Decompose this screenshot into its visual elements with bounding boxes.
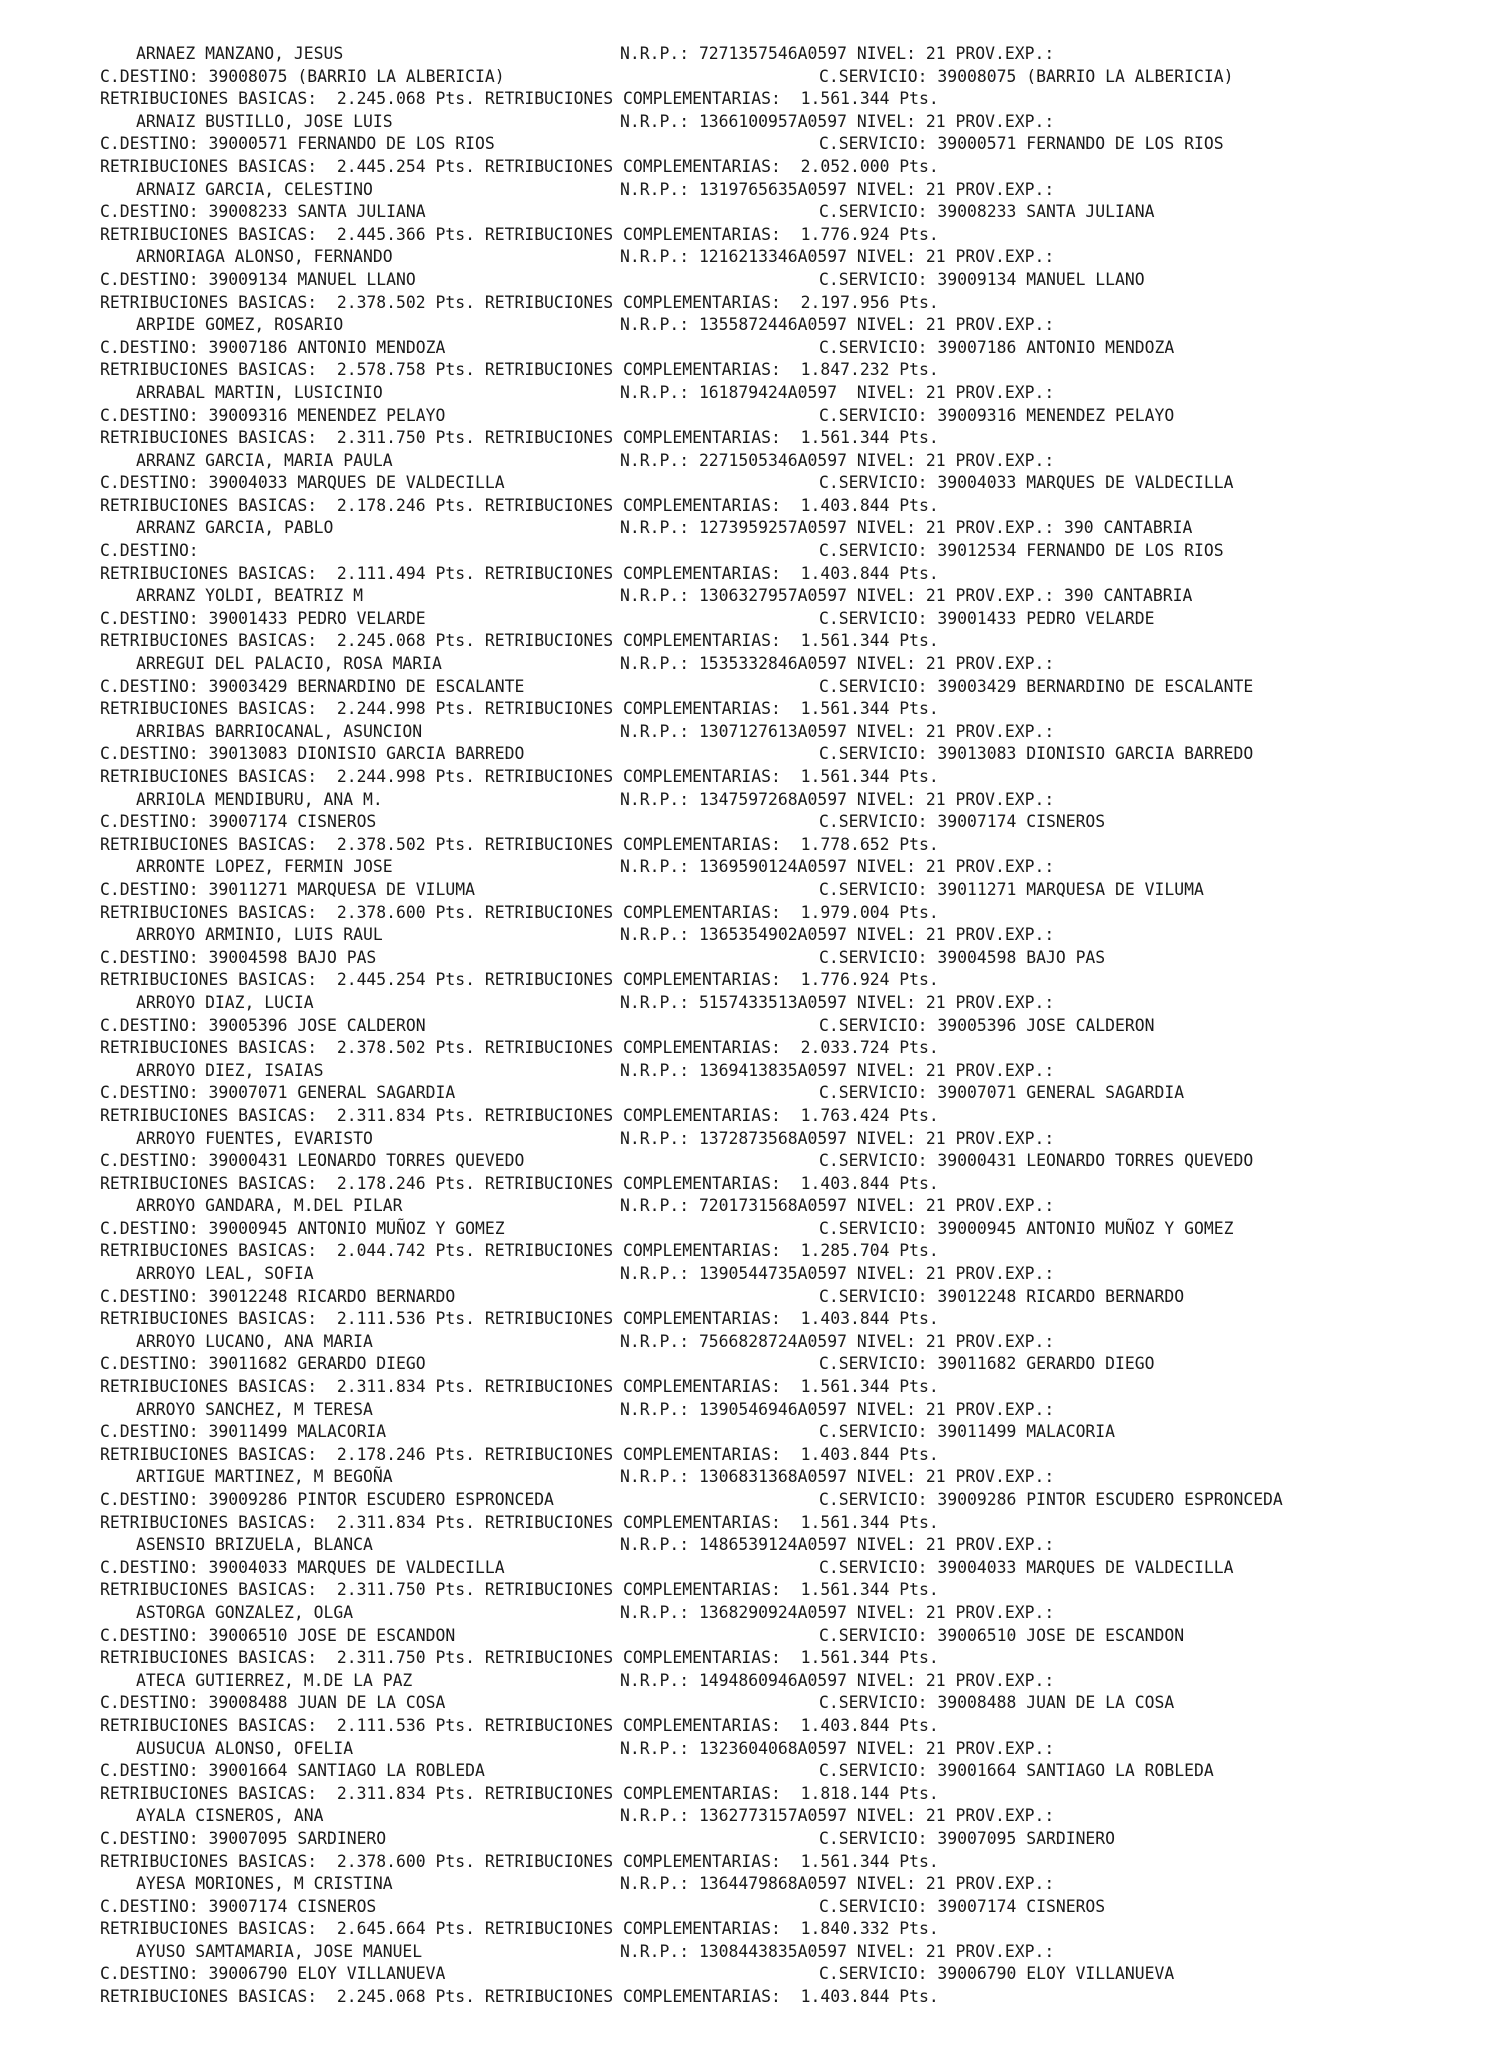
servicio-center: C.SERVICIO: 39001664 SANTIAGO LA ROBLEDA: [819, 1761, 1214, 1781]
employee-name: ARNAIZ GARCIA, CELESTINO: [136, 179, 373, 199]
record-center-line: [100, 1896, 1490, 1919]
record-header-line: [100, 314, 1490, 337]
record-header-line: [100, 1534, 1490, 1557]
record-center-line: [100, 540, 1490, 563]
employee-name: ARROYO DIAZ, LUCIA: [136, 992, 314, 1012]
servicio-center: C.SERVICIO: 39007174 CISNEROS: [819, 1896, 1106, 1916]
retribuciones-text: RETRIBUCIONES BASICAS: 2.178.246 Pts. RETRIBUCIONES COMPLEMENTARIAS: 1.403.844 Pts.: [100, 1444, 939, 1464]
destino-center: C.DESTINO: 39004598 BAJO PAS: [100, 947, 377, 967]
employee-name: AYALA CISNEROS, ANA: [136, 1806, 324, 1826]
employee-name: ARRONTE LOPEZ, FERMIN JOSE: [136, 857, 393, 877]
employee-name: ARRANZ GARCIA, MARIA PAULA: [136, 450, 393, 470]
nrp-info: N.R.P.: 2271505346A0597 NIVEL: 21 PROV.EXP.:: [620, 450, 1055, 470]
record-header-line: [100, 924, 1490, 947]
nrp-info: N.R.P.: 1365354902A0597 NIVEL: 21 PROV.EXP.:: [620, 925, 1055, 945]
list-item: [100, 314, 1490, 382]
retribuciones-text: RETRIBUCIONES BASICAS: 2.645.664 Pts. RETRIBUCIONES COMPLEMENTARIAS: 1.840.332 Pts.: [100, 1919, 939, 1939]
list-item: [100, 1738, 1490, 1806]
record-center-line: [100, 337, 1490, 360]
list-item: [100, 1941, 1490, 2009]
record-header-line: [100, 1738, 1490, 1761]
record-salary-line: [100, 698, 1490, 721]
nrp-info: N.R.P.: 1319765635A0597 NIVEL: 21 PROV.EXP.:: [620, 179, 1055, 199]
destino-center: C.DESTINO: 39003429 BERNARDINO DE ESCALANTE: [100, 676, 525, 696]
retribuciones-text: RETRIBUCIONES BASICAS: 2.245.068 Pts. RETRIBUCIONES COMPLEMENTARIAS: 1.561.344 Pts.: [100, 631, 939, 651]
employee-name: ARROYO LUCANO, ANA MARIA: [136, 1331, 373, 1351]
servicio-center: C.SERVICIO: 39007186 ANTONIO MENDOZA: [819, 337, 1175, 357]
record-center-line: [100, 1286, 1490, 1309]
list-item: [100, 856, 1490, 924]
nrp-info: N.R.P.: 1306831368A0597 NIVEL: 21 PROV.EXP.:: [620, 1467, 1055, 1487]
record-salary-line: [100, 495, 1490, 518]
record-salary-line: [100, 766, 1490, 789]
list-item: [100, 179, 1490, 247]
servicio-center: C.SERVICIO: 39004033 MARQUES DE VALDECILLA: [819, 473, 1234, 493]
retribuciones-text: RETRIBUCIONES BASICAS: 2.311.834 Pts. RETRIBUCIONES COMPLEMENTARIAS: 1.561.344 Pts.: [100, 1377, 939, 1397]
list-item: [100, 1399, 1490, 1467]
destino-center: C.DESTINO: 39000945 ANTONIO MUÑOZ Y GOMEZ: [100, 1218, 505, 1238]
employee-name: ARNORIAGA ALONSO, FERNANDO: [136, 247, 393, 267]
nrp-info: N.R.P.: 1368290924A0597 NIVEL: 21 PROV.EXP.:: [620, 1602, 1055, 1622]
destino-center: C.DESTINO: 39006790 ELOY VILLANUEVA: [100, 1964, 446, 1984]
employee-name: ARROYO ARMINIO, LUIS RAUL: [136, 925, 383, 945]
record-salary-line: [100, 630, 1490, 653]
list-item: [100, 1466, 1490, 1534]
employee-name: ARRIBAS BARRIOCANAL, ASUNCION: [136, 721, 423, 741]
record-header-line: [100, 1941, 1490, 1964]
retribuciones-text: RETRIBUCIONES BASICAS: 2.578.758 Pts. RETRIBUCIONES COMPLEMENTARIAS: 1.847.232 Pts.: [100, 360, 939, 380]
list-item: [100, 653, 1490, 721]
list-item: [100, 789, 1490, 857]
record-salary-line: [100, 1918, 1490, 1941]
nrp-info: N.R.P.: 1273959257A0597 NIVEL: 21 PROV.EXP.: 390 CANTABRIA: [620, 518, 1193, 538]
record-salary-line: [100, 1579, 1490, 1602]
record-salary-line: [100, 224, 1490, 247]
record-center-line: [100, 1489, 1490, 1512]
employee-name: ARNAEZ MANZANO, JESUS: [136, 44, 344, 63]
retribuciones-text: RETRIBUCIONES BASICAS: 2.311.750 Pts. RETRIBUCIONES COMPLEMENTARIAS: 1.561.344 Pts.: [100, 1580, 939, 1600]
record-center-line: [100, 608, 1490, 631]
employee-name: ARTIGUE MARTINEZ, M BEGOÑA: [136, 1467, 393, 1487]
nrp-info: N.R.P.: 5157433513A0597 NIVEL: 21 PROV.EXP.:: [620, 992, 1055, 1012]
record-header-line: [100, 585, 1490, 608]
record-salary-line: [100, 969, 1490, 992]
destino-center: C.DESTINO: 39000431 LEONARDO TORRES QUEVEDO: [100, 1151, 525, 1171]
employee-name: ASTORGA GONZALEZ, OLGA: [136, 1602, 354, 1622]
servicio-center: C.SERVICIO: 39003429 BERNARDINO DE ESCALANTE: [819, 676, 1254, 696]
retribuciones-text: RETRIBUCIONES BASICAS: 2.378.600 Pts. RETRIBUCIONES COMPLEMENTARIAS: 1.979.004 Pts.: [100, 902, 939, 922]
retribuciones-text: RETRIBUCIONES BASICAS: 2.311.750 Pts. RETRIBUCIONES COMPLEMENTARIAS: 1.561.344 Pts.: [100, 428, 939, 448]
servicio-center: C.SERVICIO: 39009316 MENENDEZ PELAYO: [819, 405, 1175, 425]
nrp-info: N.R.P.: 1390546946A0597 NIVEL: 21 PROV.EXP.:: [620, 1399, 1055, 1419]
employee-name: AYUSO SAMTAMARIA, JOSE MANUEL: [136, 1941, 423, 1961]
record-center-line: [100, 1353, 1490, 1376]
record-center-line: [100, 879, 1490, 902]
employee-name: ARRANZ YOLDI, BEATRIZ M: [136, 586, 363, 606]
list-item: [100, 1534, 1490, 1602]
retribuciones-text: RETRIBUCIONES BASICAS: 2.445.254 Pts. RETRIBUCIONES COMPLEMENTARIAS: 1.776.924 Pts.: [100, 970, 939, 990]
destino-center: C.DESTINO: 39013083 DIONISIO GARCIA BARREDO: [100, 744, 525, 764]
record-header-line: [100, 1263, 1490, 1286]
record-salary-line: [100, 1037, 1490, 1060]
record-header-line: [100, 382, 1490, 405]
retribuciones-text: RETRIBUCIONES BASICAS: 2.311.834 Pts. RETRIBUCIONES COMPLEMENTARIAS: 1.818.144 Pts.: [100, 1783, 939, 1803]
destino-center: C.DESTINO: 39008233 SANTA JULIANA: [100, 202, 426, 222]
servicio-center: C.SERVICIO: 39008233 SANTA JULIANA: [819, 202, 1155, 222]
record-salary-line: [100, 563, 1490, 586]
record-header-line: [100, 1805, 1490, 1828]
servicio-center: C.SERVICIO: 39005396 JOSE CALDERON: [819, 1015, 1155, 1035]
list-item: [100, 246, 1490, 314]
list-item: [100, 1195, 1490, 1263]
servicio-center: C.SERVICIO: 39006790 ELOY VILLANUEVA: [819, 1964, 1175, 1984]
servicio-center: C.SERVICIO: 39011682 GERARDO DIEGO: [819, 1354, 1155, 1374]
record-center-line: [100, 1760, 1490, 1783]
retribuciones-text: RETRIBUCIONES BASICAS: 2.111.536 Pts. RETRIBUCIONES COMPLEMENTARIAS: 1.403.844 Pts.: [100, 1309, 939, 1329]
record-header-line: [100, 856, 1490, 879]
record-center-line: [100, 405, 1490, 428]
retribuciones-text: RETRIBUCIONES BASICAS: 2.378.502 Pts. RETRIBUCIONES COMPLEMENTARIAS: 2.033.724 Pts.: [100, 1038, 939, 1058]
servicio-center: C.SERVICIO: 39000945 ANTONIO MUÑOZ Y GOMEZ: [819, 1218, 1234, 1238]
record-center-line: [100, 472, 1490, 495]
record-center-line: [100, 1150, 1490, 1173]
nrp-info: N.R.P.: 1369413835A0597 NIVEL: 21 PROV.EXP.:: [620, 1060, 1055, 1080]
servicio-center: C.SERVICIO: 39008075 (BARRIO LA ALBERICIA): [819, 66, 1234, 86]
record-header-line: [100, 1060, 1490, 1083]
record-header-line: [100, 992, 1490, 1015]
record-center-line: [100, 66, 1490, 89]
employee-name: AUSUCUA ALONSO, OFELIA: [136, 1738, 354, 1758]
servicio-center: C.SERVICIO: 39012248 RICARDO BERNARDO: [819, 1286, 1185, 1306]
destino-center: C.DESTINO: 39012248 RICARDO BERNARDO: [100, 1286, 456, 1306]
employee-name: ARROYO SANCHEZ, M TERESA: [136, 1399, 373, 1419]
nrp-info: N.R.P.: 1494860946A0597 NIVEL: 21 PROV.EXP.:: [620, 1670, 1055, 1690]
record-center-line: [100, 1082, 1490, 1105]
destino-center: C.DESTINO: 39000571 FERNANDO DE LOS RIOS: [100, 134, 495, 154]
record-header-line: [100, 1195, 1490, 1218]
destino-center: C.DESTINO: 39004033 MARQUES DE VALDECILLA: [100, 1557, 505, 1577]
list-item: [100, 43, 1490, 111]
nrp-info: N.R.P.: 1216213346A0597 NIVEL: 21 PROV.EXP.:: [620, 247, 1055, 267]
record-header-line: [100, 1466, 1490, 1489]
employee-name: ARROYO LEAL, SOFIA: [136, 1264, 314, 1284]
nrp-info: N.R.P.: 1362773157A0597 NIVEL: 21 PROV.EXP.:: [620, 1806, 1055, 1826]
nrp-info: N.R.P.: 1366100957A0597 NIVEL: 21 PROV.EXP.:: [620, 111, 1055, 131]
record-header-line: [100, 1331, 1490, 1354]
record-header-line: [100, 450, 1490, 473]
record-header-line: [100, 111, 1490, 134]
list-item: [100, 1128, 1490, 1196]
destino-center: C.DESTINO: 39009286 PINTOR ESCUDERO ESPRONCEDA: [100, 1490, 554, 1509]
destino-center: C.DESTINO: 39004033 MARQUES DE VALDECILLA: [100, 473, 505, 493]
record-salary-line: [100, 1105, 1490, 1128]
record-header-line: [100, 43, 1490, 66]
employee-name: ARROYO FUENTES, EVARISTO: [136, 1128, 373, 1148]
list-item: [100, 992, 1490, 1060]
record-salary-line: [100, 1783, 1490, 1806]
employee-name: ARROYO DIEZ, ISAIAS: [136, 1060, 324, 1080]
nrp-info: N.R.P.: 1306327957A0597 NIVEL: 21 PROV.EXP.: 390 CANTABRIA: [620, 586, 1193, 606]
record-center-line: [100, 269, 1490, 292]
record-header-line: [100, 179, 1490, 202]
retribuciones-text: RETRIBUCIONES BASICAS: 2.111.536 Pts. RETRIBUCIONES COMPLEMENTARIAS: 1.403.844 Pts.: [100, 1715, 939, 1735]
destino-center: C.DESTINO: 39011499 MALACORIA: [100, 1422, 387, 1442]
list-item: [100, 585, 1490, 653]
destino-center: C.DESTINO: 39008075 (BARRIO LA ALBERICIA): [100, 66, 505, 86]
record-center-line: [100, 1557, 1490, 1580]
record-salary-line: [100, 1308, 1490, 1331]
record-header-line: [100, 1873, 1490, 1896]
record-salary-line: [100, 1851, 1490, 1874]
retribuciones-text: RETRIBUCIONES BASICAS: 2.378.502 Pts. RETRIBUCIONES COMPLEMENTARIAS: 2.197.956 Pts.: [100, 292, 939, 312]
nrp-info: N.R.P.: 7271357546A0597 NIVEL: 21 PROV.EXP.:: [620, 44, 1055, 63]
record-salary-line: [100, 88, 1490, 111]
servicio-center: C.SERVICIO: 39007071 GENERAL SAGARDIA: [819, 1083, 1185, 1103]
servicio-center: C.SERVICIO: 39006510 JOSE DE ESCANDON: [819, 1625, 1185, 1645]
retribuciones-text: RETRIBUCIONES BASICAS: 2.244.998 Pts. RETRIBUCIONES COMPLEMENTARIAS: 1.561.344 Pts.: [100, 767, 939, 786]
record-salary-line: [100, 1647, 1490, 1670]
servicio-center: C.SERVICIO: 39007174 CISNEROS: [819, 812, 1106, 832]
record-center-line: [100, 1218, 1490, 1241]
servicio-center: C.SERVICIO: 39004598 BAJO PAS: [819, 947, 1106, 967]
list-item: [100, 1670, 1490, 1738]
nrp-info: N.R.P.: 1323604068A0597 NIVEL: 21 PROV.EXP.:: [620, 1738, 1055, 1758]
nrp-info: N.R.P.: 1535332846A0597 NIVEL: 21 PROV.EXP.:: [620, 654, 1055, 674]
destino-center: C.DESTINO: 39011271 MARQUESA DE VILUMA: [100, 879, 475, 899]
record-salary-line: [100, 359, 1490, 382]
servicio-center: C.SERVICIO: 39013083 DIONISIO GARCIA BARREDO: [819, 744, 1254, 764]
destino-center: C.DESTINO: 39009134 MANUEL LLANO: [100, 269, 416, 289]
nrp-info: N.R.P.: 1307127613A0597 NIVEL: 21 PROV.EXP.:: [620, 721, 1055, 741]
servicio-center: C.SERVICIO: 39009286 PINTOR ESCUDERO ESPRONCEDA: [819, 1490, 1283, 1509]
nrp-info: N.R.P.: 1369590124A0597 NIVEL: 21 PROV.EXP.:: [620, 857, 1055, 877]
servicio-center: C.SERVICIO: 39011271 MARQUESA DE VILUMA: [819, 879, 1204, 899]
record-center-line: [100, 1625, 1490, 1648]
list-item: [100, 1873, 1490, 1941]
nrp-info: N.R.P.: 7566828724A0597 NIVEL: 21 PROV.EXP.:: [620, 1331, 1055, 1351]
record-center-line: [100, 1421, 1490, 1444]
retribuciones-text: RETRIBUCIONES BASICAS: 2.445.254 Pts. RETRIBUCIONES COMPLEMENTARIAS: 2.052.000 Pts.: [100, 156, 939, 176]
list-item: [100, 1331, 1490, 1399]
record-center-line: [100, 947, 1490, 970]
record-center-line: [100, 676, 1490, 699]
list-item: [100, 382, 1490, 450]
record-salary-line: [100, 292, 1490, 315]
servicio-center: C.SERVICIO: 39004033 MARQUES DE VALDECILLA: [819, 1557, 1234, 1577]
retribuciones-text: RETRIBUCIONES BASICAS: 2.378.600 Pts. RETRIBUCIONES COMPLEMENTARIAS: 1.561.344 Pts.: [100, 1851, 939, 1871]
retribuciones-text: RETRIBUCIONES BASICAS: 2.378.502 Pts. RETRIBUCIONES COMPLEMENTARIAS: 1.778.652 Pts.: [100, 834, 939, 854]
record-center-line: [100, 133, 1490, 156]
list-item: [100, 1602, 1490, 1670]
employee-name: ARPIDE GOMEZ, ROSARIO: [136, 315, 344, 335]
record-center-line: [100, 201, 1490, 224]
employee-name: AYESA MORIONES, M CRISTINA: [136, 1874, 393, 1894]
record-center-line: [100, 1015, 1490, 1038]
record-salary-line: [100, 1240, 1490, 1263]
record-header-line: [100, 1670, 1490, 1693]
record-header-line: [100, 789, 1490, 812]
employee-name: ASENSIO BRIZUELA, BLANCA: [136, 1535, 373, 1555]
record-header-line: [100, 517, 1490, 540]
retribuciones-text: RETRIBUCIONES BASICAS: 2.311.834 Pts. RETRIBUCIONES COMPLEMENTARIAS: 1.561.344 Pts.: [100, 1512, 939, 1532]
record-header-line: [100, 1602, 1490, 1625]
list-item: [100, 111, 1490, 179]
destino-center: C.DESTINO:: [100, 541, 199, 561]
record-salary-line: [100, 1715, 1490, 1738]
record-header-line: [100, 1399, 1490, 1422]
record-salary-line: [100, 1512, 1490, 1535]
nrp-info: N.R.P.: 1347597268A0597 NIVEL: 21 PROV.EXP.:: [620, 789, 1055, 809]
nrp-info: N.R.P.: 1308443835A0597 NIVEL: 21 PROV.EXP.:: [620, 1941, 1055, 1961]
record-salary-line: [100, 1173, 1490, 1196]
list-item: [100, 1263, 1490, 1331]
retribuciones-text: RETRIBUCIONES BASICAS: 2.245.068 Pts. RETRIBUCIONES COMPLEMENTARIAS: 1.561.344 Pts.: [100, 89, 939, 109]
record-center-line: [100, 1963, 1490, 1986]
record-center-line: [100, 1692, 1490, 1715]
employee-name: ARROYO GANDARA, M.DEL PILAR: [136, 1196, 403, 1216]
servicio-center: C.SERVICIO: 39001433 PEDRO VELARDE: [819, 608, 1155, 628]
list-item: [100, 1805, 1490, 1873]
list-item: [100, 517, 1490, 585]
destino-center: C.DESTINO: 39006510 JOSE DE ESCANDON: [100, 1625, 456, 1645]
nrp-info: N.R.P.: 1390544735A0597 NIVEL: 21 PROV.EXP.:: [620, 1264, 1055, 1284]
record-header-line: [100, 721, 1490, 744]
destino-center: C.DESTINO: 39007186 ANTONIO MENDOZA: [100, 337, 446, 357]
record-center-line: [100, 743, 1490, 766]
record-salary-line: [100, 834, 1490, 857]
retribuciones-text: RETRIBUCIONES BASICAS: 2.445.366 Pts. RETRIBUCIONES COMPLEMENTARIAS: 1.776.924 Pts.: [100, 224, 939, 244]
record-salary-line: [100, 156, 1490, 179]
nrp-info: N.R.P.: 161879424A0597 NIVEL: 21 PROV.EXP.:: [620, 382, 1055, 402]
record-salary-line: [100, 1986, 1490, 2009]
servicio-center: C.SERVICIO: 39000431 LEONARDO TORRES QUEVEDO: [819, 1151, 1254, 1171]
list-item: [100, 924, 1490, 992]
destino-center: C.DESTINO: 39001664 SANTIAGO LA ROBLEDA: [100, 1761, 485, 1781]
destino-center: C.DESTINO: 39011682 GERARDO DIEGO: [100, 1354, 426, 1374]
destino-center: C.DESTINO: 39007174 CISNEROS: [100, 1896, 377, 1916]
record-list: [100, 43, 1490, 2009]
record-salary-line: [100, 1444, 1490, 1467]
employee-name: ARRIOLA MENDIBURU, ANA M.: [136, 789, 383, 809]
nrp-info: N.R.P.: 7201731568A0597 NIVEL: 21 PROV.EXP.:: [620, 1196, 1055, 1216]
destino-center: C.DESTINO: 39008488 JUAN DE LA COSA: [100, 1693, 446, 1713]
employee-name: ARREGUI DEL PALACIO, ROSA MARIA: [136, 654, 442, 674]
destino-center: C.DESTINO: 39007174 CISNEROS: [100, 812, 377, 832]
retribuciones-text: RETRIBUCIONES BASICAS: 2.044.742 Pts. RETRIBUCIONES COMPLEMENTARIAS: 1.285.704 Pts.: [100, 1241, 939, 1261]
employee-name: ATECA GUTIERREZ, M.DE LA PAZ: [136, 1670, 413, 1690]
retribuciones-text: RETRIBUCIONES BASICAS: 2.111.494 Pts. RETRIBUCIONES COMPLEMENTARIAS: 1.403.844 Pts.: [100, 563, 939, 583]
servicio-center: C.SERVICIO: 39009134 MANUEL LLANO: [819, 269, 1145, 289]
record-salary-line: [100, 427, 1490, 450]
retribuciones-text: RETRIBUCIONES BASICAS: 2.178.246 Pts. RETRIBUCIONES COMPLEMENTARIAS: 1.403.844 Pts.: [100, 1173, 939, 1193]
record-center-line: [100, 1828, 1490, 1851]
destino-center: C.DESTINO: 39007071 GENERAL SAGARDIA: [100, 1083, 456, 1103]
destino-center: C.DESTINO: 39001433 PEDRO VELARDE: [100, 608, 426, 628]
retribuciones-text: RETRIBUCIONES BASICAS: 2.244.998 Pts. RETRIBUCIONES COMPLEMENTARIAS: 1.561.344 Pts.: [100, 699, 939, 719]
nrp-info: N.R.P.: 1364479868A0597 NIVEL: 21 PROV.EXP.:: [620, 1874, 1055, 1894]
record-center-line: [100, 811, 1490, 834]
nrp-info: N.R.P.: 1355872446A0597 NIVEL: 21 PROV.EXP.:: [620, 315, 1055, 335]
record-header-line: [100, 653, 1490, 676]
nrp-info: N.R.P.: 1486539124A0597 NIVEL: 21 PROV.EXP.:: [620, 1535, 1055, 1555]
destino-center: C.DESTINO: 39005396 JOSE CALDERON: [100, 1015, 426, 1035]
list-item: [100, 1060, 1490, 1128]
servicio-center: C.SERVICIO: 39008488 JUAN DE LA COSA: [819, 1693, 1175, 1713]
employee-name: ARNAIZ BUSTILLO, JOSE LUIS: [136, 111, 393, 131]
retribuciones-text: RETRIBUCIONES BASICAS: 2.311.750 Pts. RETRIBUCIONES COMPLEMENTARIAS: 1.561.344 Pts.: [100, 1648, 939, 1668]
record-header-line: [100, 1128, 1490, 1151]
servicio-center: C.SERVICIO: 39007095 SARDINERO: [819, 1828, 1116, 1848]
retribuciones-text: RETRIBUCIONES BASICAS: 2.311.834 Pts. RETRIBUCIONES COMPLEMENTARIAS: 1.763.424 Pts.: [100, 1105, 939, 1125]
retribuciones-text: RETRIBUCIONES BASICAS: 2.245.068 Pts. RETRIBUCIONES COMPLEMENTARIAS: 1.403.844 Pts.: [100, 1987, 939, 2007]
record-salary-line: [100, 1376, 1490, 1399]
employee-name: ARRANZ GARCIA, PABLO: [136, 518, 334, 538]
servicio-center: C.SERVICIO: 39000571 FERNANDO DE LOS RIOS: [819, 134, 1224, 154]
nrp-info: N.R.P.: 1372873568A0597 NIVEL: 21 PROV.EXP.:: [620, 1128, 1055, 1148]
employee-name: ARRABAL MARTIN, LUSICINIO: [136, 382, 383, 402]
list-item: [100, 721, 1490, 789]
list-item: [100, 450, 1490, 518]
destino-center: C.DESTINO: 39009316 MENENDEZ PELAYO: [100, 405, 446, 425]
servicio-center: C.SERVICIO: 39012534 FERNANDO DE LOS RIOS: [819, 541, 1224, 561]
servicio-center: C.SERVICIO: 39011499 MALACORIA: [819, 1422, 1116, 1442]
record-header-line: [100, 246, 1490, 269]
destino-center: C.DESTINO: 39007095 SARDINERO: [100, 1828, 387, 1848]
record-salary-line: [100, 902, 1490, 925]
retribuciones-text: RETRIBUCIONES BASICAS: 2.178.246 Pts. RETRIBUCIONES COMPLEMENTARIAS: 1.403.844 Pts.: [100, 495, 939, 515]
